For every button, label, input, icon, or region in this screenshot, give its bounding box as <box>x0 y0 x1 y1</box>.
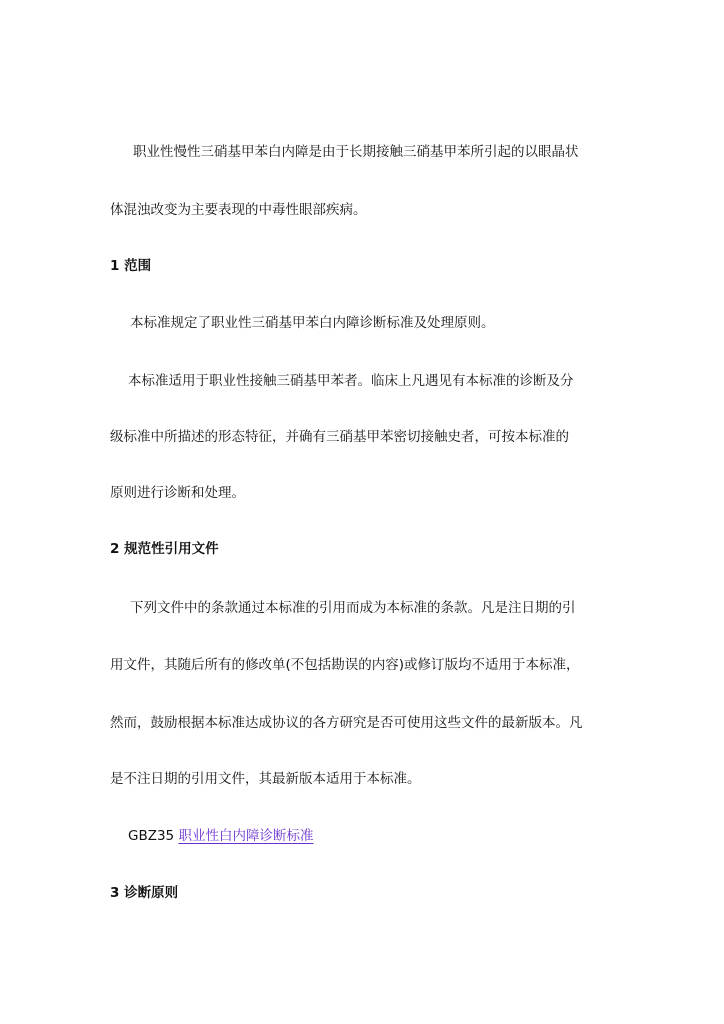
section-1-paragraph-2-line-2: 级标准中所描述的形态特征，并确有三硝基甲苯密切接触史者，可按本标准的 <box>110 429 569 445</box>
section-1-heading: 1 范围 <box>110 258 152 274</box>
section-1-paragraph-1: 本标准规定了职业性三硝基甲苯白内障诊断标准及处理原则。 <box>130 315 495 331</box>
section-2-paragraph-line-4: 是不注日期的引用文件，其最新版本适用于本标准。 <box>110 771 421 787</box>
section-1-paragraph-2-line-1: 本标准适用于职业性接触三硝基甲苯者。临床上凡遇见有本标准的诊断及分 <box>128 373 574 389</box>
section-2-paragraph-line-2: 用文件，其随后所有的修改单(不包括勘误的内容)或修订版均不适用于本标准， <box>110 657 580 673</box>
section-2-paragraph-line-1: 下列文件中的条款通过本标准的引用而成为本标准的条款。凡是注日期的引 <box>130 600 576 616</box>
reference-code: GBZ35 <box>128 828 175 844</box>
intro-line-2: 体混浊改变为主要表现的中毒性眼部疾病。 <box>110 202 367 218</box>
section-3-heading: 3 诊断原则 <box>110 885 179 901</box>
reference-line <box>128 826 313 846</box>
reference-link[interactable]: 职业性白内障诊断标准 <box>178 828 314 844</box>
section-2-heading: 2 规范性引用文件 <box>110 541 219 557</box>
section-1-paragraph-2-line-3: 原则进行诊断和处理。 <box>110 485 245 501</box>
intro-line-1: 职业性慢性三硝基甲苯白内障是由于长期接触三硝基甲苯所引起的以眼晶状 <box>133 144 579 160</box>
section-2-paragraph-line-3: 然而，鼓励根据本标准达成协议的各方研究是否可使用这些文件的最新版本。凡 <box>110 715 583 731</box>
